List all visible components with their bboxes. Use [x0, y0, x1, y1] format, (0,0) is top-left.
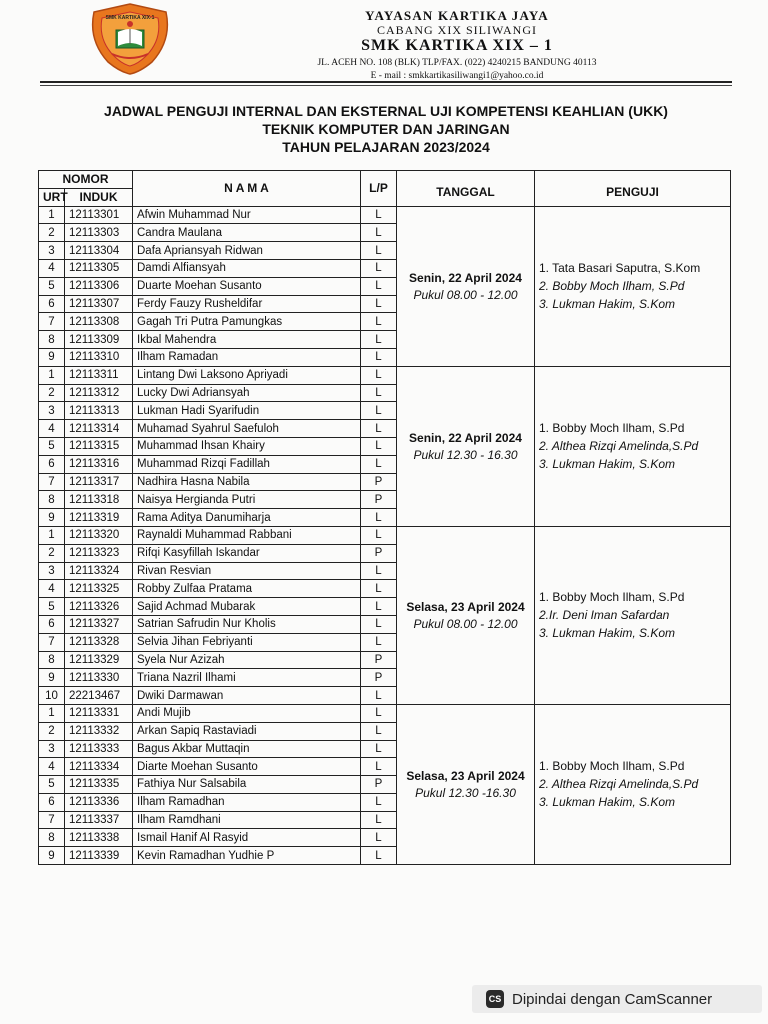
row-induk: 12113316	[65, 455, 133, 473]
row-urt: 7	[39, 633, 65, 651]
row-nama: Andi Mujib	[133, 704, 361, 722]
row-nama: Satrian Safrudin Nur Kholis	[133, 615, 361, 633]
camscanner-text: Dipindai dengan CamScanner	[512, 990, 713, 1008]
row-induk: 12113301	[65, 206, 133, 224]
row-induk: 12113317	[65, 473, 133, 491]
row-induk: 12113336	[65, 793, 133, 811]
row-nama: Triana Nazril Ilhami	[133, 669, 361, 687]
header-penguji: PENGUJI	[535, 171, 731, 207]
row-nama: Rivan Resvian	[133, 562, 361, 580]
row-urt: 6	[39, 615, 65, 633]
header-nomor: NOMOR	[39, 171, 133, 189]
row-lp: L	[361, 793, 397, 811]
examiner-name: 3. Lukman Hakim, S.Kom	[539, 297, 676, 312]
row-urt: 2	[39, 722, 65, 740]
row-nama: Ilham Ramadhan	[133, 793, 361, 811]
row-induk: 12113307	[65, 295, 133, 313]
row-lp: L	[361, 384, 397, 402]
header-nama: N A M A	[133, 171, 361, 207]
session-date-cell	[397, 704, 535, 864]
row-urt: 1	[39, 704, 65, 722]
row-lp: L	[361, 598, 397, 616]
row-induk: 12113337	[65, 811, 133, 829]
row-lp: P	[361, 651, 397, 669]
examiner-cell	[535, 704, 731, 864]
row-induk: 12113308	[65, 313, 133, 331]
letterhead-divider	[40, 81, 732, 83]
row-nama: Syela Nur Azizah	[133, 651, 361, 669]
svg-text:SMK KARTIKA XIX-1: SMK KARTIKA XIX-1	[105, 15, 155, 21]
session-time: Pukul 12.30 - 16.30	[413, 447, 518, 462]
row-lp: P	[361, 776, 397, 794]
row-nama: Ilham Ramadan	[133, 348, 361, 366]
row-nama: Dafa Apriansyah Ridwan	[133, 242, 361, 260]
title-line-1: JADWAL PENGUJI INTERNAL DAN EKSTERNAL UJI KOMPETENSI KEAHLIAN (UKK)	[104, 103, 668, 119]
row-urt: 10	[39, 687, 65, 705]
row-urt: 3	[39, 402, 65, 420]
header-lp: L/P	[361, 171, 397, 207]
camscanner-watermark	[472, 985, 762, 1013]
row-induk: 12113328	[65, 633, 133, 651]
row-urt: 8	[39, 829, 65, 847]
row-lp: L	[361, 633, 397, 651]
school-logo-icon	[86, 2, 174, 76]
row-induk: 12113332	[65, 722, 133, 740]
examiner-name: 2. Bobby Moch Ilham, S.Pd	[539, 279, 685, 294]
row-lp: L	[361, 562, 397, 580]
row-urt: 7	[39, 473, 65, 491]
row-urt: 9	[39, 348, 65, 366]
row-nama: Lintang Dwi Laksono Apriyadi	[133, 366, 361, 384]
row-lp: P	[361, 473, 397, 491]
header-urt: URT	[39, 188, 65, 206]
row-urt: 8	[39, 491, 65, 509]
row-nama: Dwiki Darmawan	[133, 687, 361, 705]
row-nama: Duarte Moehan Susanto	[133, 277, 361, 295]
row-lp: L	[361, 437, 397, 455]
row-nama: Lucky Dwi Adriansyah	[133, 384, 361, 402]
row-nama: Sajid Achmad Mubarak	[133, 598, 361, 616]
row-lp: L	[361, 366, 397, 384]
row-urt: 9	[39, 669, 65, 687]
row-urt: 2	[39, 384, 65, 402]
row-induk: 22213467	[65, 687, 133, 705]
school-address: JL. ACEH NO. 108 (BLK) TLP/FAX. (022) 4240215 BANDUNG 40113	[317, 58, 597, 68]
row-lp: L	[361, 331, 397, 349]
row-induk: 12113326	[65, 598, 133, 616]
row-urt: 3	[39, 242, 65, 260]
session-time: Pukul 08.00 - 12.00	[413, 616, 518, 631]
row-lp: L	[361, 224, 397, 242]
row-lp: L	[361, 206, 397, 224]
row-nama: Kevin Ramadhan Yudhie P	[133, 847, 361, 865]
camscanner-icon: CS	[486, 990, 504, 1008]
session-time: Pukul 12.30 -16.30	[415, 785, 516, 800]
row-induk: 12113323	[65, 544, 133, 562]
row-urt: 3	[39, 562, 65, 580]
row-lp: L	[361, 615, 397, 633]
row-lp: L	[361, 313, 397, 331]
row-urt: 4	[39, 580, 65, 598]
examiner-name: 1. Bobby Moch Ilham, S.Pd	[539, 759, 685, 774]
row-induk: 12113334	[65, 758, 133, 776]
row-nama: Diarte Moehan Susanto	[133, 758, 361, 776]
row-induk: 12113303	[65, 224, 133, 242]
row-nama: Muhammad Ihsan Khairy	[133, 437, 361, 455]
row-urt: 5	[39, 598, 65, 616]
row-induk: 12113304	[65, 242, 133, 260]
row-urt: 9	[39, 847, 65, 865]
session-date-cell	[397, 366, 535, 526]
row-induk: 12113331	[65, 704, 133, 722]
row-induk: 12113313	[65, 402, 133, 420]
school-email: E - mail : smkkartikasiliwangi1@yahoo.co.id	[370, 71, 544, 81]
row-induk: 12113309	[65, 331, 133, 349]
foundation-name: YAYASAN KARTIKA JAYA	[365, 8, 549, 23]
row-lp: L	[361, 402, 397, 420]
row-induk: 12113327	[65, 615, 133, 633]
row-induk: 12113306	[65, 277, 133, 295]
row-urt: 3	[39, 740, 65, 758]
table-row	[39, 526, 731, 544]
header-tanggal: TANGGAL	[397, 171, 535, 207]
examiner-name: 1. Bobby Moch Ilham, S.Pd	[539, 421, 685, 436]
session-date-cell	[397, 206, 535, 366]
examiner-name: 1. Tata Basari Saputra, S.Kom	[539, 261, 701, 276]
row-urt: 4	[39, 259, 65, 277]
row-nama: Muhammad Rizqi Fadillah	[133, 455, 361, 473]
row-lp: P	[361, 669, 397, 687]
row-urt: 8	[39, 331, 65, 349]
row-lp: L	[361, 242, 397, 260]
row-nama: Ikbal Mahendra	[133, 331, 361, 349]
examiner-cell	[535, 526, 731, 704]
row-lp: P	[361, 491, 397, 509]
row-induk: 12113338	[65, 829, 133, 847]
row-nama: Nadhira Hasna Nabila	[133, 473, 361, 491]
header-induk: INDUK	[65, 188, 133, 206]
row-nama: Selvia Jihan Febriyanti	[133, 633, 361, 651]
row-induk: 12113311	[65, 366, 133, 384]
examiner-name: 3. Lukman Hakim, S.Kom	[539, 457, 676, 472]
session-day: Selasa, 23 April 2024	[406, 768, 525, 783]
row-lp: L	[361, 758, 397, 776]
row-urt: 6	[39, 455, 65, 473]
examiner-name: 3. Lukman Hakim, S.Kom	[539, 795, 676, 810]
row-nama: Candra Maulana	[133, 224, 361, 242]
row-urt: 7	[39, 313, 65, 331]
letterhead	[212, 8, 702, 82]
row-urt: 9	[39, 509, 65, 527]
examiner-name: 2. Althea Rizqi Amelinda,S.Pd	[539, 439, 699, 454]
row-nama: Damdi Alfiansyah	[133, 259, 361, 277]
row-urt: 5	[39, 776, 65, 794]
row-nama: Fathiya Nur Salsabila	[133, 776, 361, 794]
table-row	[39, 704, 731, 722]
row-nama: Lukman Hadi Syarifudin	[133, 402, 361, 420]
session-date-cell	[397, 526, 535, 704]
row-induk: 12113325	[65, 580, 133, 598]
row-lp: L	[361, 580, 397, 598]
letterhead-divider-thin	[40, 85, 732, 86]
row-urt: 8	[39, 651, 65, 669]
title-line-3: TAHUN PELAJARAN 2023/2024	[282, 139, 490, 155]
row-lp: L	[361, 526, 397, 544]
row-lp: L	[361, 455, 397, 473]
row-nama: Ilham Ramdhani	[133, 811, 361, 829]
examiner-name: 1. Bobby Moch Ilham, S.Pd	[539, 590, 685, 605]
row-urt: 6	[39, 793, 65, 811]
row-induk: 12113314	[65, 420, 133, 438]
row-nama: Gagah Tri Putra Pamungkas	[133, 313, 361, 331]
row-urt: 1	[39, 366, 65, 384]
row-nama: Ismail Hanif Al Rasyid	[133, 829, 361, 847]
row-induk: 12113305	[65, 259, 133, 277]
session-day: Selasa, 23 April 2024	[406, 599, 525, 614]
schedule-body	[39, 206, 731, 864]
row-lp: L	[361, 811, 397, 829]
row-nama: Ferdy Fauzy Rusheldifar	[133, 295, 361, 313]
row-lp: L	[361, 829, 397, 847]
title-line-2: TEKNIK KOMPUTER DAN JARINGAN	[262, 121, 510, 137]
row-lp: L	[361, 348, 397, 366]
row-induk: 12113310	[65, 348, 133, 366]
examiner-name: 2.Ir. Deni Iman Safardan	[539, 608, 670, 623]
session-time: Pukul 08.00 - 12.00	[413, 287, 518, 302]
row-induk: 12113320	[65, 526, 133, 544]
document-title	[40, 102, 732, 156]
row-lp: L	[361, 704, 397, 722]
row-nama: Arkan Sapiq Rastaviadi	[133, 722, 361, 740]
row-urt: 1	[39, 526, 65, 544]
row-lp: L	[361, 509, 397, 527]
schedule-table	[38, 170, 731, 865]
row-urt: 2	[39, 544, 65, 562]
table-row	[39, 366, 731, 384]
row-nama: Rifqi Kasyfillah Iskandar	[133, 544, 361, 562]
row-nama: Muhamad Syahrul Saefuloh	[133, 420, 361, 438]
row-induk: 12113335	[65, 776, 133, 794]
row-induk: 12113315	[65, 437, 133, 455]
row-induk: 12113312	[65, 384, 133, 402]
examiner-name: 2. Althea Rizqi Amelinda,S.Pd	[539, 777, 699, 792]
row-lp: L	[361, 259, 397, 277]
row-nama: Rama Aditya Danumiharja	[133, 509, 361, 527]
examiner-cell	[535, 206, 731, 366]
row-urt: 1	[39, 206, 65, 224]
row-nama: Raynaldi Muhammad Rabbani	[133, 526, 361, 544]
row-urt: 2	[39, 224, 65, 242]
row-induk: 12113330	[65, 669, 133, 687]
row-urt: 4	[39, 758, 65, 776]
branch-name: CABANG XIX SILIWANGI	[377, 23, 537, 37]
row-lp: L	[361, 420, 397, 438]
table-row	[39, 206, 731, 224]
row-nama: Bagus Akbar Muttaqin	[133, 740, 361, 758]
row-urt: 5	[39, 437, 65, 455]
row-lp: L	[361, 277, 397, 295]
row-nama: Afwin Muhammad Nur	[133, 206, 361, 224]
row-induk: 12113319	[65, 509, 133, 527]
row-lp: L	[361, 847, 397, 865]
examiner-cell	[535, 366, 731, 526]
row-urt: 7	[39, 811, 65, 829]
row-lp: L	[361, 687, 397, 705]
row-urt: 5	[39, 277, 65, 295]
row-induk: 12113324	[65, 562, 133, 580]
row-induk: 12113318	[65, 491, 133, 509]
row-induk: 12113339	[65, 847, 133, 865]
row-urt: 4	[39, 420, 65, 438]
row-nama: Naisya Hergianda Putri	[133, 491, 361, 509]
examiner-name: 3. Lukman Hakim, S.Kom	[539, 626, 676, 641]
row-induk: 12113329	[65, 651, 133, 669]
row-urt: 6	[39, 295, 65, 313]
row-lp: P	[361, 544, 397, 562]
row-nama: Robby Zulfaa Pratama	[133, 580, 361, 598]
row-lp: L	[361, 722, 397, 740]
row-lp: L	[361, 295, 397, 313]
row-induk: 12113333	[65, 740, 133, 758]
session-day: Senin, 22 April 2024	[409, 430, 522, 445]
school-name: SMK KARTIKA XIX – 1	[361, 37, 553, 54]
row-lp: L	[361, 740, 397, 758]
session-day: Senin, 22 April 2024	[409, 270, 522, 285]
